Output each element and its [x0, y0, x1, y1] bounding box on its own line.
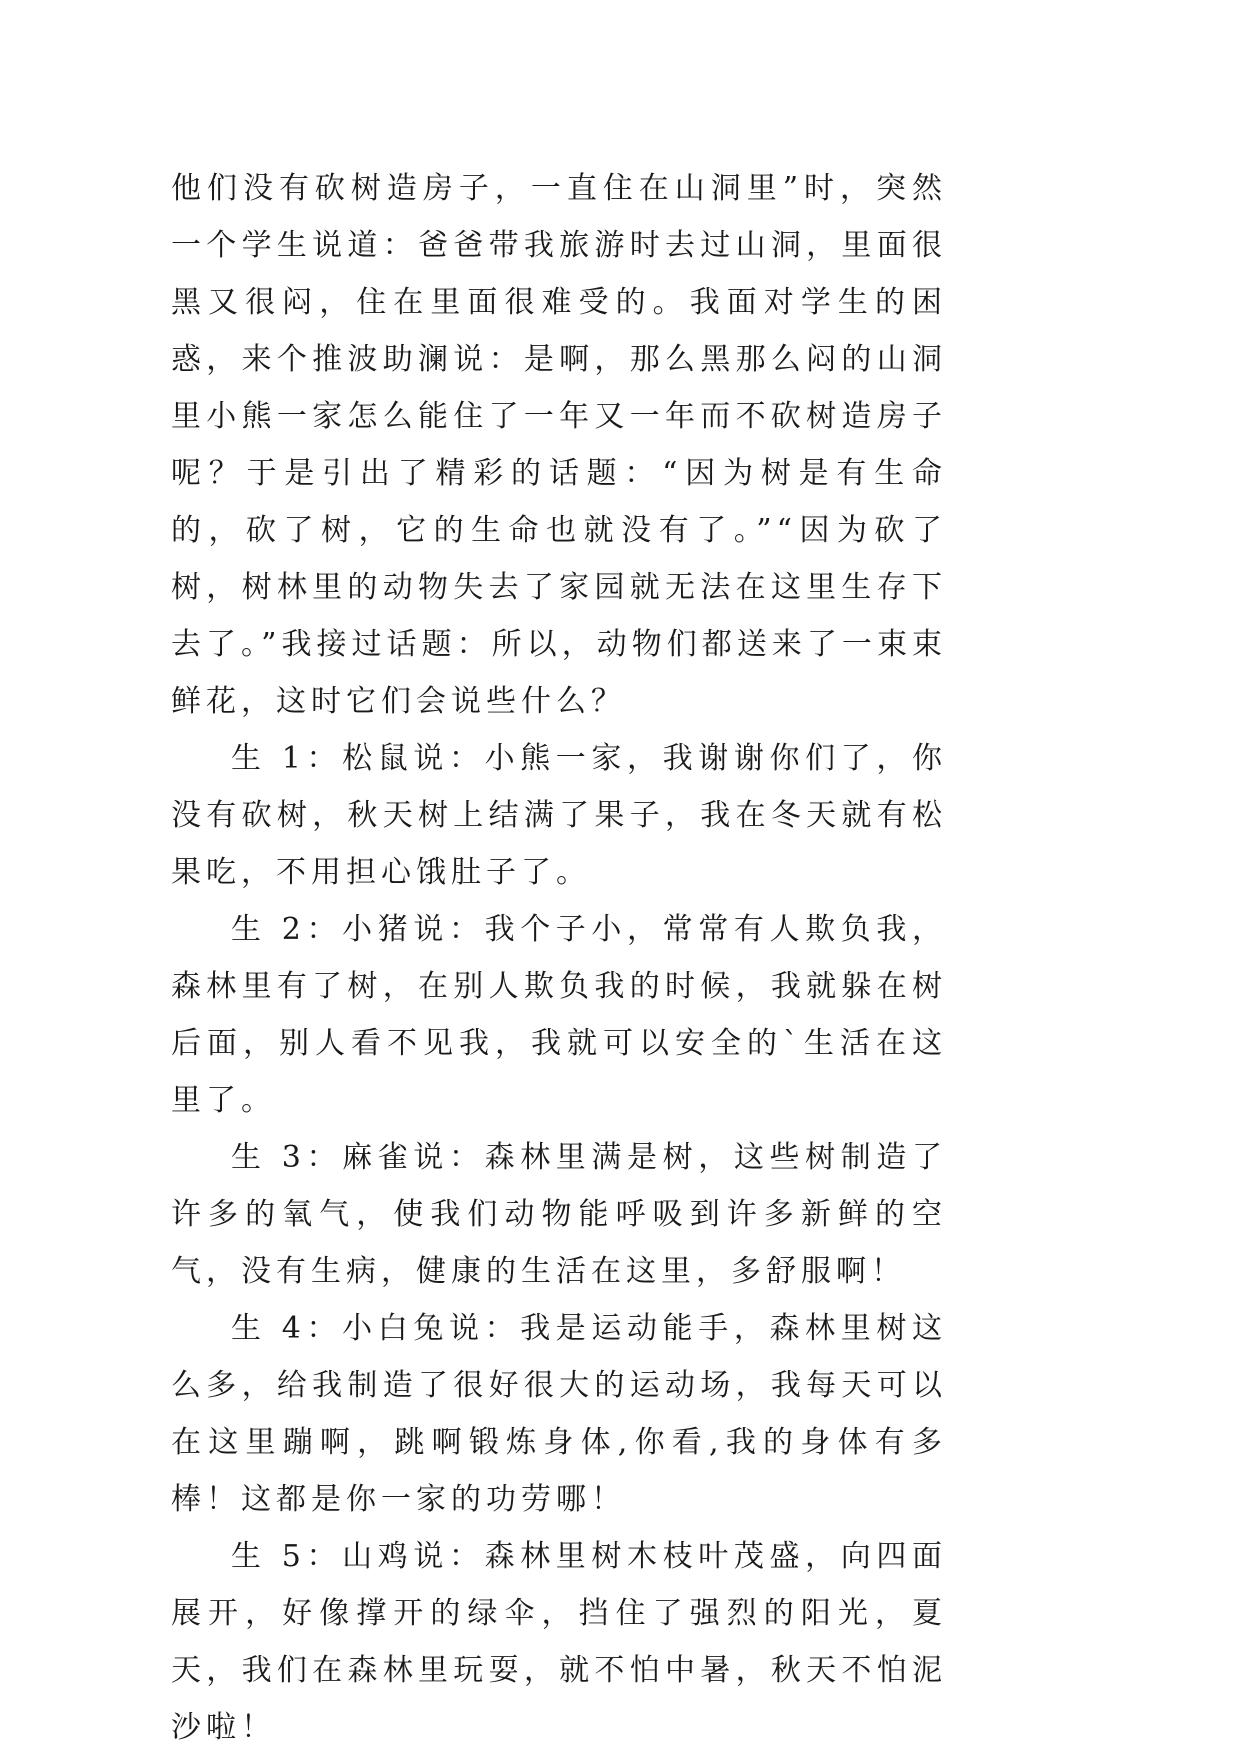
document-body [171, 160, 947, 1756]
paragraph-student-5: 生 5：山鸡说：森林里树木枝叶茂盛，向四面展开，好像撑开的绿伞，挡住了强烈的阳光，夏天，我们在森林里玩耍，就不怕中暑，秋天不怕泥沙啦！ [171, 1539, 947, 1745]
paragraph-student-3: 生 3：麻雀说：森林里满是树，这些树制造了许多的氧气，使我们动物能呼吸到许多新鲜的空气，没有生病，健康的生活在这里，多舒服啊！ [171, 1140, 947, 1289]
paragraph-student-2: 生 2：小猪说：我个子小，常常有人欺负我，森林里有了树，在别人欺负我的时候，我就躲在树后面，别人看不见我，我就可以安全的`生活在这里了。 [171, 912, 947, 1118]
paragraph-student-1: 生 1：松鼠说：小熊一家，我谢谢你们了，你没有砍树，秋天树上结满了果子，我在冬天就有松果吃，不用担心饿肚子了。 [171, 741, 947, 890]
paragraph-student-4: 生 4：小白兔说：我是运动能手，森林里树这么多，给我制造了很好很大的运动场，我每天可以在这里蹦啊，跳啊锻炼身体,你看,我的身体有多棒！这都是你一家的功劳哪！ [171, 1311, 947, 1517]
paragraph-intro: 他们没有砍树造房子，一直住在山洞里”时，突然一个学生说道：爸爸带我旅游时去过山洞，里面很黑又很闷，住在里面很难受的。我面对学生的困惑，来个推波助澜说：是啊，那么黑那么闷的山洞里小熊一家怎么能住了一年又一年而不砍树造房子呢？于是引出了精彩的话题：“因为树是有生命的，砍了树，它的生命也就没有了。”“因为砍了树，树林里的动物失去了家园就无法在这里生存下去了。”我接过话题：所以，动物们都送来了一束束鲜花，这时它们会说些什么？ [171, 171, 947, 719]
